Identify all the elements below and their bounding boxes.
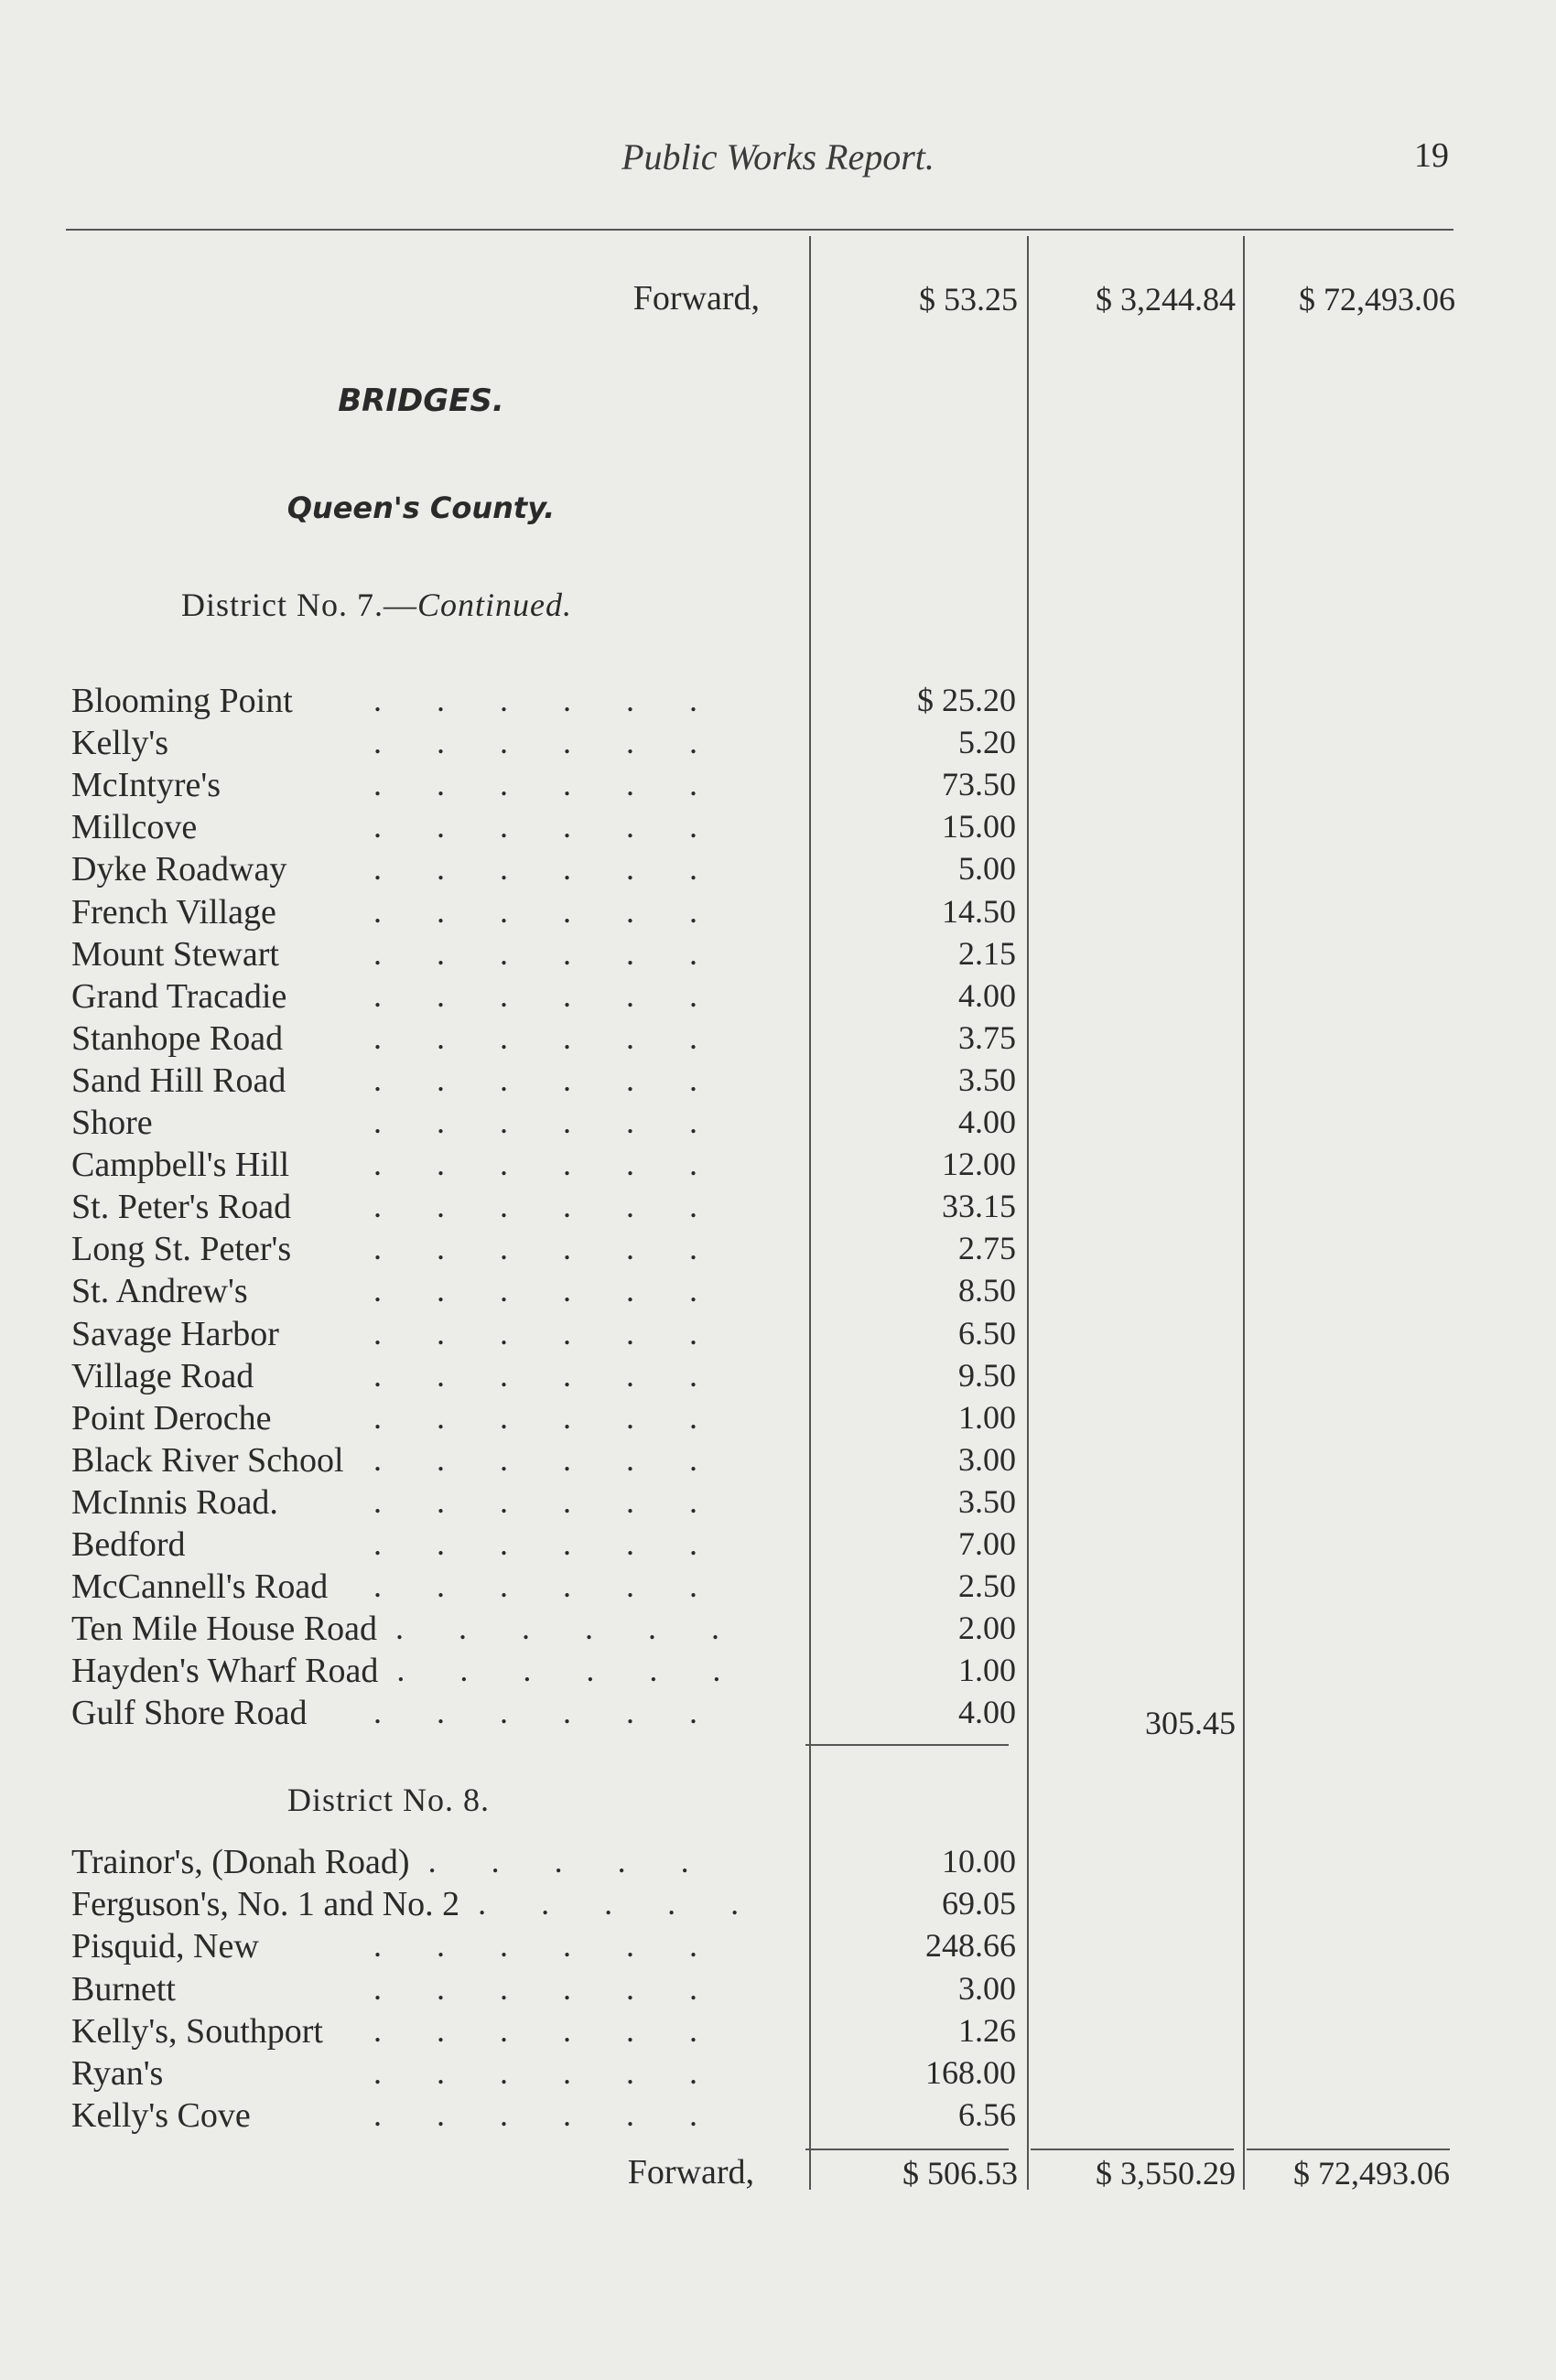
- bridge-amount: 1.00: [958, 1398, 1016, 1436]
- bridge-name: Village Road: [71, 1356, 254, 1395]
- leader-dots: ......: [373, 892, 752, 930]
- leader-dots: .....: [478, 1885, 794, 1922]
- list-item: [71, 934, 1023, 976]
- leader-dots: ......: [373, 1398, 752, 1436]
- bridge-amount: 33.15: [942, 1188, 1016, 1225]
- leader-dots: ......: [373, 1356, 752, 1394]
- bridge-amount: 1.26: [958, 2011, 1016, 2049]
- bridge-name: Stanhope Road: [71, 1018, 284, 1058]
- list-item: [71, 1524, 1023, 1567]
- leader-dots: ......: [395, 1610, 775, 1647]
- header-rule: [66, 229, 1453, 231]
- leader-dots: ......: [373, 682, 752, 718]
- leader-dots: ......: [373, 1440, 752, 1478]
- leader-dots: ......: [373, 2011, 752, 2049]
- list-item: [71, 681, 1023, 723]
- list-item: [71, 1187, 1023, 1229]
- forward-top-col1: $ 53.25: [919, 281, 1018, 318]
- bridge-name: Ryan's: [71, 2054, 164, 2093]
- bridge-name: Point Deroche: [71, 1398, 272, 1438]
- district-7-subtotal: 305.45: [1145, 1705, 1236, 1741]
- column-rule-2: [1027, 236, 1029, 2190]
- list-item: [71, 1440, 1023, 1482]
- district-7-label: District No. 7.—: [181, 587, 417, 623]
- leader-dots: ......: [373, 976, 752, 1014]
- forward-bottom-col2: $ 3,550.29: [1096, 2155, 1236, 2192]
- bridge-name: Kelly's Cove: [71, 2096, 251, 2136]
- list-item: [71, 1356, 1023, 1398]
- bridge-amount: 73.50: [942, 766, 1016, 803]
- list-item: [71, 1609, 1023, 1651]
- list-item: [71, 1926, 1023, 1968]
- list-item: [71, 2095, 1023, 2138]
- forward-bottom-col3: $ 72,493.06: [1293, 2155, 1450, 2192]
- bridge-name: McInnis Road.: [71, 1482, 278, 1522]
- leader-dots: ......: [373, 1567, 752, 1605]
- list-item: [71, 1018, 1023, 1061]
- bridge-amount: 1.00: [958, 1652, 1016, 1689]
- leader-dots: ......: [373, 850, 752, 888]
- bridge-amount: 10.00: [942, 1843, 1016, 1879]
- bridge-name: Millcove: [71, 808, 198, 847]
- list-item: [71, 1271, 1023, 1313]
- list-item: [71, 892, 1023, 934]
- bridge-amount: 3.50: [958, 1482, 1016, 1520]
- bridge-amount: 3.50: [958, 1061, 1016, 1098]
- list-item: [71, 1884, 1023, 1926]
- district-7-continued: Continued.: [416, 587, 572, 623]
- bridge-amount: 3.00: [958, 1969, 1016, 2007]
- bridge-amount: 2.50: [958, 1567, 1016, 1605]
- bridge-name: St. Andrew's: [71, 1272, 248, 1311]
- list-item: [71, 1398, 1023, 1440]
- bridge-name: Kelly's: [71, 724, 169, 763]
- bridge-name: St. Peter's Road: [71, 1188, 292, 1227]
- leader-dots: ......: [373, 1230, 752, 1267]
- bridge-name: Black River School: [71, 1440, 344, 1480]
- leader-dots: ......: [373, 724, 752, 761]
- bridge-name: Ten Mile House Road: [71, 1610, 378, 1649]
- section-heading-bridges: BRIDGES.: [338, 382, 504, 419]
- leader-dots: ......: [396, 1652, 776, 1689]
- forward-top-col2: $ 3,244.84: [1096, 281, 1236, 318]
- list-item: [71, 1314, 1023, 1356]
- page-number: 19: [1414, 136, 1449, 175]
- leader-dots: ......: [373, 1694, 752, 1731]
- forward-rule-col1: [805, 2148, 1009, 2150]
- list-item: [71, 1693, 1023, 1735]
- column-rule-3: [1243, 236, 1245, 2190]
- bridge-amount: 6.50: [958, 1314, 1016, 1352]
- bridge-name: French Village: [71, 892, 276, 932]
- list-item: [71, 1145, 1023, 1187]
- leader-dots: ......: [373, 934, 752, 972]
- bridge-name: Long St. Peter's: [71, 1230, 292, 1269]
- bridge-amount: $ 25.20: [917, 682, 1016, 718]
- bridge-name: Dyke Roadway: [71, 850, 287, 889]
- bridge-name: Blooming Point: [71, 682, 293, 720]
- leader-dots: ......: [373, 1314, 752, 1352]
- bridge-amount: 7.00: [958, 1525, 1016, 1562]
- district-8-heading: District No. 8.: [287, 1782, 490, 1818]
- bridge-name: Ferguson's, No. 1 and No. 2: [71, 1885, 460, 1924]
- leader-dots: ......: [373, 1482, 752, 1520]
- bridge-amount: 3.75: [958, 1018, 1016, 1056]
- bridge-amount: 4.00: [958, 1104, 1016, 1140]
- list-item: [71, 1567, 1023, 1609]
- leader-dots: ......: [373, 1146, 752, 1183]
- forward-label-top: Forward,: [632, 279, 760, 318]
- bridge-amount: 2.75: [958, 1230, 1016, 1267]
- bridge-amount: 2.15: [958, 934, 1016, 972]
- leader-dots: ......: [373, 1525, 752, 1562]
- bridge-amount: 8.50: [958, 1272, 1016, 1309]
- bridge-name: Grand Tracadie: [71, 976, 287, 1016]
- forward-rule-col3: [1247, 2148, 1450, 2150]
- leader-dots: ......: [373, 1061, 752, 1098]
- bridge-amount: 2.00: [958, 1610, 1016, 1647]
- bridge-name: Sand Hill Road: [71, 1061, 286, 1100]
- bridge-name: Hayden's Wharf Road: [71, 1652, 379, 1691]
- list-item: [71, 2011, 1023, 2053]
- list-item: [71, 1103, 1023, 1145]
- list-item: [71, 1969, 1023, 2011]
- bridge-amount: 9.50: [958, 1356, 1016, 1394]
- leader-dots: ......: [373, 1188, 752, 1225]
- leader-dots: ......: [373, 766, 752, 803]
- leader-dots: ......: [373, 2054, 752, 2091]
- bridge-name: Kelly's, Southport: [71, 2011, 323, 2051]
- bridge-amount: 6.56: [958, 2096, 1016, 2134]
- leader-dots: ......: [373, 1272, 752, 1309]
- bridge-name: McCannell's Road: [71, 1567, 329, 1607]
- bridge-amount: 12.00: [942, 1146, 1016, 1183]
- bridge-amount: 5.20: [958, 724, 1016, 761]
- leader-dots: ......: [373, 1018, 752, 1056]
- bridge-amount: 15.00: [942, 808, 1016, 845]
- district-7-heading: [181, 586, 572, 624]
- leader-dots: ......: [373, 1969, 752, 2007]
- bridge-name: Mount Stewart: [71, 934, 279, 974]
- district-7-total-rule: [805, 1744, 1009, 1746]
- bridge-amount: 4.00: [958, 1694, 1016, 1731]
- leader-dots: ......: [373, 808, 752, 845]
- bridge-amount: 168.00: [925, 2054, 1016, 2091]
- list-item: [71, 1061, 1023, 1103]
- list-item: [71, 976, 1023, 1018]
- county-heading: Queen's County.: [286, 490, 556, 525]
- list-item: [71, 1229, 1023, 1271]
- forward-label-bottom: Forward,: [627, 2153, 754, 2192]
- bridge-name: Trainor's, (Donah Road): [71, 1843, 410, 1881]
- list-item: [71, 2053, 1023, 2095]
- bridge-amount: 4.00: [958, 976, 1016, 1014]
- list-item: [71, 723, 1023, 765]
- bridge-amount: 69.05: [942, 1885, 1016, 1922]
- bridge-name: Campbell's Hill: [71, 1146, 290, 1185]
- forward-rule-col2: [1031, 2148, 1234, 2150]
- bridge-name: McIntyre's: [71, 766, 222, 805]
- bridge-amount: 3.00: [958, 1440, 1016, 1478]
- list-item: [71, 1651, 1023, 1693]
- leader-dots: ......: [373, 1927, 752, 1965]
- bridge-name: Shore: [71, 1104, 153, 1142]
- leader-dots: ......: [373, 1104, 752, 1140]
- list-item: [71, 765, 1023, 807]
- list-item: [71, 849, 1023, 891]
- list-item: [71, 807, 1023, 849]
- bridge-name: Burnett: [71, 1969, 176, 2008]
- bridge-name: Savage Harbor: [71, 1314, 279, 1353]
- forward-top-col3: $ 72,493.06: [1299, 281, 1455, 318]
- bridge-amount: 248.66: [925, 1927, 1016, 1965]
- bridge-name: Gulf Shore Road: [71, 1694, 308, 1733]
- page-header-title: Public Works Report.: [621, 136, 935, 178]
- leader-dots: .....: [427, 1843, 744, 1879]
- bridge-name: Pisquid, New: [71, 1927, 259, 1966]
- forward-bottom-col1: $ 506.53: [902, 2155, 1018, 2192]
- leader-dots: ......: [373, 2096, 752, 2134]
- list-item: [71, 1842, 1023, 1884]
- bridge-amount: 14.50: [942, 892, 1016, 930]
- bridge-name: Bedford: [71, 1525, 186, 1564]
- list-item: [71, 1482, 1023, 1524]
- bridge-amount: 5.00: [958, 850, 1016, 888]
